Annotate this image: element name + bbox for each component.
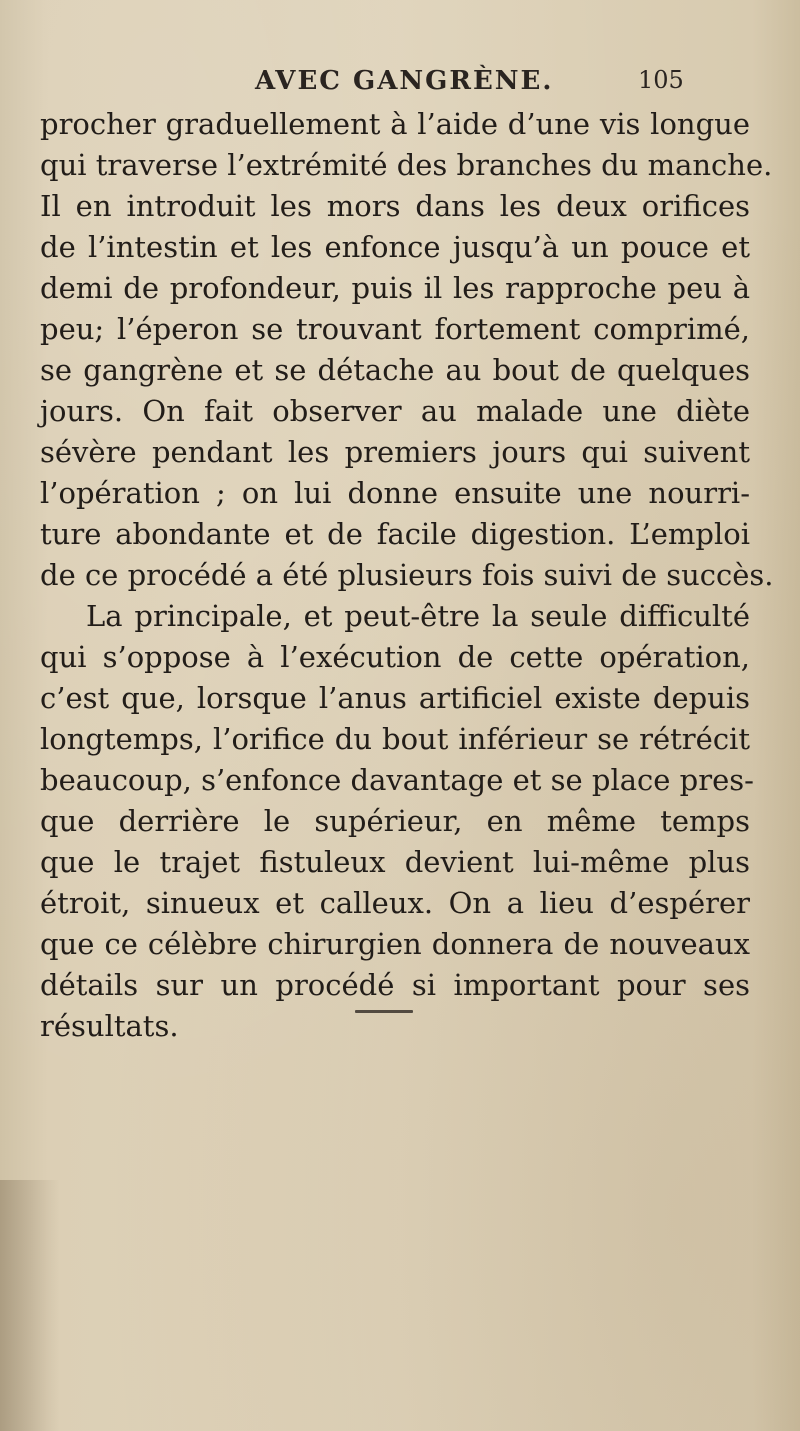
text-line: détails sur un procédé si important pour ses <box>40 968 750 1002</box>
text-line: demi de profondeur, puis il les rapproche peu à <box>40 271 750 305</box>
text-line: résultats. <box>40 1009 179 1043</box>
running-title: AVEC GANGRÈNE. <box>255 66 554 96</box>
text-line: de l’intestin et les enfonce jusqu’à un pouce et <box>40 230 750 264</box>
text-line: La principale, et peut-être la seule difficulté <box>86 599 750 633</box>
text-line: sévère pendant les premiers jours qui suivent <box>40 435 750 469</box>
text-line: l’opération ; on lui donne ensuite une nourri- <box>40 476 750 510</box>
section-end-rule <box>355 1010 413 1013</box>
text-line: que le trajet fistuleux devient lui-même plus <box>40 845 750 879</box>
text-line: procher graduellement à l’aide d’une vis longue <box>40 107 750 141</box>
paragraph-1 <box>40 104 774 596</box>
text-line: de ce procédé a été plusieurs fois suivi de succès. <box>40 558 774 592</box>
page-edge-shadow <box>0 1180 60 1431</box>
text-line: que ce célèbre chirurgien donnera de nouveaux <box>40 927 750 961</box>
paragraph-2 <box>40 596 754 1047</box>
page-header <box>0 66 800 106</box>
page-number: 105 <box>638 66 684 94</box>
text-line: qui s’oppose à l’exécution de cette opération, <box>40 640 750 674</box>
text-line: jours. On fait observer au malade une diète <box>40 394 750 428</box>
text-line: longtemps, l’orifice du bout inférieur se rétrécit <box>40 722 750 756</box>
text-line: peu; l’éperon se trouvant fortement comprimé, <box>40 312 750 346</box>
text-line: que derrière le supérieur, en même temps <box>40 804 750 838</box>
text-line: c’est que, lorsque l’anus artificiel existe depuis <box>40 681 750 715</box>
body-text <box>40 104 774 1047</box>
text-line: Il en introduit les mors dans les deux orifices <box>40 189 750 223</box>
text-line: beaucoup, s’enfonce davantage et se place pres- <box>40 763 754 797</box>
text-line: ture abondante et de facile digestion. L’emploi <box>40 517 750 551</box>
text-line: se gangrène et se détache au bout de quelques <box>40 353 750 387</box>
text-line: qui traverse l’extrémité des branches du manche. <box>40 148 773 182</box>
text-line: étroit, sinueux et calleux. On a lieu d’espérer <box>40 886 750 920</box>
